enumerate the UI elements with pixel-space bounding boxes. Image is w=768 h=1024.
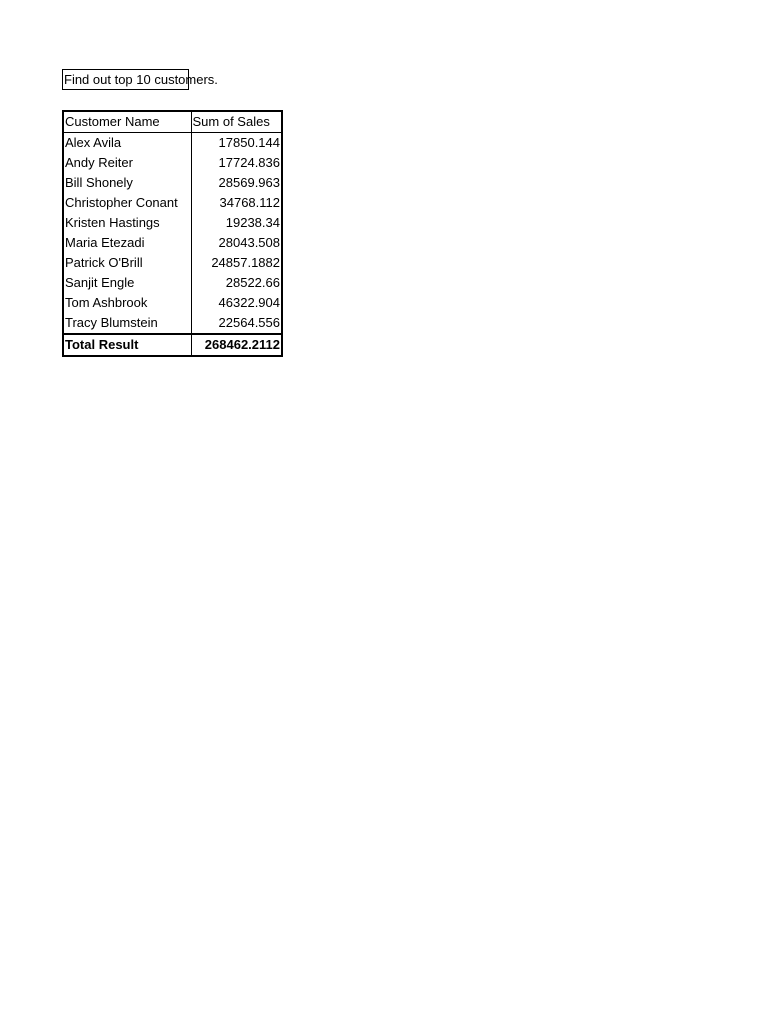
instruction-cell[interactable]: Find out top 10 customers. bbox=[62, 69, 189, 90]
table-row bbox=[63, 213, 282, 233]
table-row bbox=[63, 293, 282, 313]
sales-value-cell[interactable]: 17850.144 bbox=[191, 133, 282, 154]
total-label-cell[interactable]: Total Result bbox=[63, 334, 191, 356]
sales-value-cell[interactable]: 24857.1882 bbox=[191, 253, 282, 273]
sales-value-cell[interactable]: 19238.34 bbox=[191, 213, 282, 233]
sales-value-cell[interactable]: 17724.836 bbox=[191, 153, 282, 173]
sales-value-cell[interactable]: 28569.963 bbox=[191, 173, 282, 193]
table-row bbox=[63, 233, 282, 253]
table-row bbox=[63, 133, 282, 154]
sales-value-cell[interactable]: 46322.904 bbox=[191, 293, 282, 313]
sales-value-cell[interactable]: 34768.112 bbox=[191, 193, 282, 213]
table-row bbox=[63, 193, 282, 213]
customer-name-cell[interactable]: Kristen Hastings bbox=[63, 213, 191, 233]
header-row bbox=[63, 111, 282, 133]
customer-name-cell[interactable]: Maria Etezadi bbox=[63, 233, 191, 253]
header-sum-of-sales[interactable]: Sum of Sales bbox=[191, 111, 282, 133]
sales-value-cell[interactable]: 22564.556 bbox=[191, 313, 282, 334]
total-value-cell[interactable]: 268462.2112 bbox=[191, 334, 282, 356]
table-row bbox=[63, 173, 282, 193]
customer-name-cell[interactable]: Tracy Blumstein bbox=[63, 313, 191, 334]
sales-value-cell[interactable]: 28522.66 bbox=[191, 273, 282, 293]
customer-name-cell[interactable]: Andy Reiter bbox=[63, 153, 191, 173]
table-row bbox=[63, 313, 282, 334]
table-row bbox=[63, 253, 282, 273]
customer-name-cell[interactable]: Sanjit Engle bbox=[63, 273, 191, 293]
table-row bbox=[63, 273, 282, 293]
customer-name-cell[interactable]: Tom Ashbrook bbox=[63, 293, 191, 313]
customer-name-cell[interactable]: Patrick O'Brill bbox=[63, 253, 191, 273]
customer-name-cell[interactable]: Alex Avila bbox=[63, 133, 191, 154]
pivot-table bbox=[62, 110, 283, 357]
customer-name-cell[interactable]: Christopher Conant bbox=[63, 193, 191, 213]
table-row bbox=[63, 153, 282, 173]
header-customer-name[interactable]: Customer Name bbox=[63, 111, 191, 133]
customer-name-cell[interactable]: Bill Shonely bbox=[63, 173, 191, 193]
total-row bbox=[63, 334, 282, 356]
sales-value-cell[interactable]: 28043.508 bbox=[191, 233, 282, 253]
